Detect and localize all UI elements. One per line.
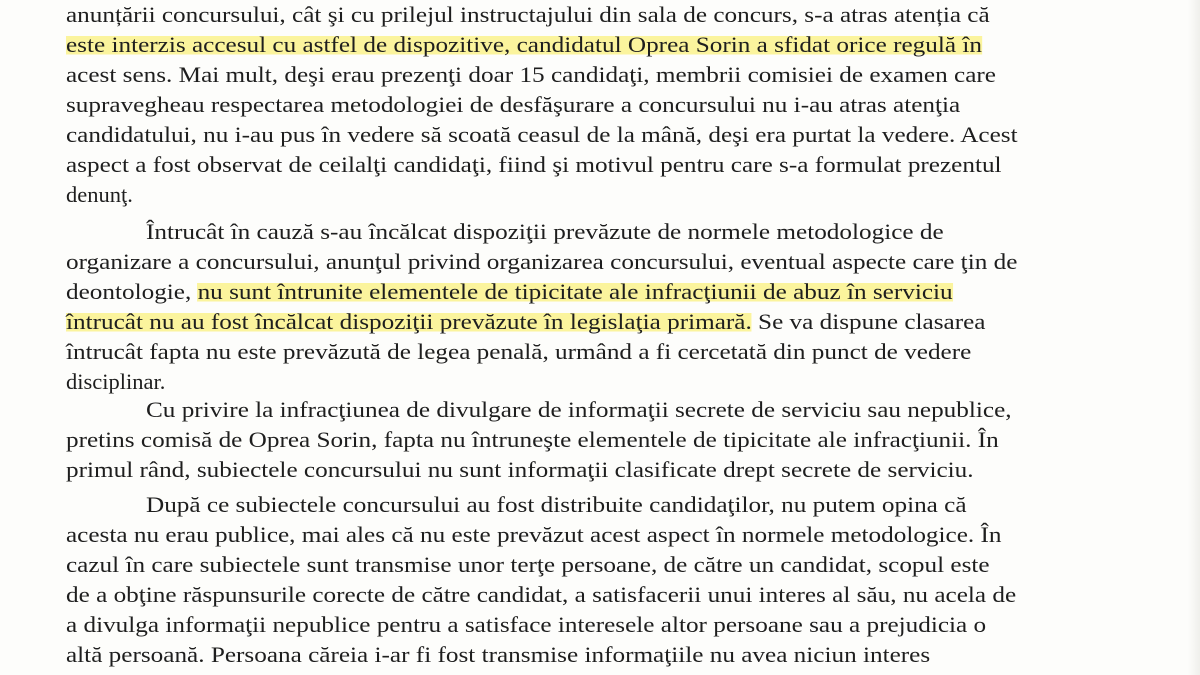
text-line: acest sens. Mai mult, deşi erau prezenţi doar 15 candidaţi, membrii comisiei de examen care <box>66 62 996 87</box>
text-line: organizare a concursului, anunţul privind organizarea concursului, eventual aspecte care ţin de <box>66 249 1018 274</box>
text-line <box>66 277 953 307</box>
line-suffix: Se va dispune clasarea <box>751 309 986 334</box>
text-line: denunţ. <box>66 182 133 207</box>
highlighted-text: nu sunt întrunite elementele de tipicitate ale infracţiunii de abuz în serviciu <box>197 279 953 304</box>
text-line: primul rând, subiectele concursului nu sunt informaţii clasificate drept secrete de serviciu. <box>66 457 974 482</box>
text-line: supravegheau respectarea metodologiei de desfăşurare a concursului nu i-au atras atenţia <box>66 92 961 117</box>
text-line: pretins comisă de Oprea Sorin, fapta nu întruneşte elementele de tipicitate ale infracţiunii. În <box>66 427 999 452</box>
highlighted-text: este interzis accesul cu astfel de dispozitive, candidatul Oprea Sorin a sfidat orice regulă în <box>66 32 982 57</box>
text-line: cazul în care subiectele sunt transmise unor terţe persoane, de către un candidat, scopul este <box>66 552 990 577</box>
text-line: candidatului, nu i-au pus în vedere să scoată ceasul de la mână, deşi era purtat la vedere. Acest <box>66 122 1018 147</box>
scan-edge-shadow <box>1188 0 1200 675</box>
line-prefix: deontologie, <box>66 279 198 304</box>
highlighted-text: întrucât nu au fost încălcat dispoziţii prevăzute în legislaţia primară. <box>66 309 752 334</box>
text-line: aspect a fost observat de ceilalţi candidaţi, fiind şi motivul pentru care s-a formulat prezentul <box>66 152 1002 177</box>
text-line: altă persoană. Persoana căreia i-ar fi fost transmise informaţiile nu avea niciun interes <box>66 642 931 667</box>
text-line: întrucât fapta nu este prevăzută de legea penală, urmând a fi cercetată din punct de vedere <box>66 339 972 364</box>
text-line: a divulga informaţii nepublice pentru a satisface interesele altor persoane sau a prejudicia o <box>66 612 987 637</box>
paragraph-first-line: Întrucât în cauză s-au încălcat dispoziţii prevăzute de normele metodologice de <box>146 219 944 244</box>
text-line: anunțării concursului, cât şi cu prilejul instructajului din sala de concurs, s-a atras atenția că <box>66 2 990 27</box>
paragraph-first-line: După ce subiectele concursului au fost distribuite candidaţilor, nu putem opina că <box>146 492 967 517</box>
text-line: disciplinar. <box>66 369 166 394</box>
text-line: acesta nu erau publice, mai ales că nu este prevăzut acest aspect în normele metodologice. În <box>66 522 1002 547</box>
text-line: de a obţine răspunsurile corecte de către candidat, a satisfacerii unui interes al său, nu acela de <box>66 582 1017 607</box>
text-line <box>66 30 982 60</box>
text-line <box>66 307 985 337</box>
paragraph-first-line: Cu privire la infracţiunea de divulgare de informaţii secrete de serviciu sau nepublice, <box>146 397 1012 422</box>
